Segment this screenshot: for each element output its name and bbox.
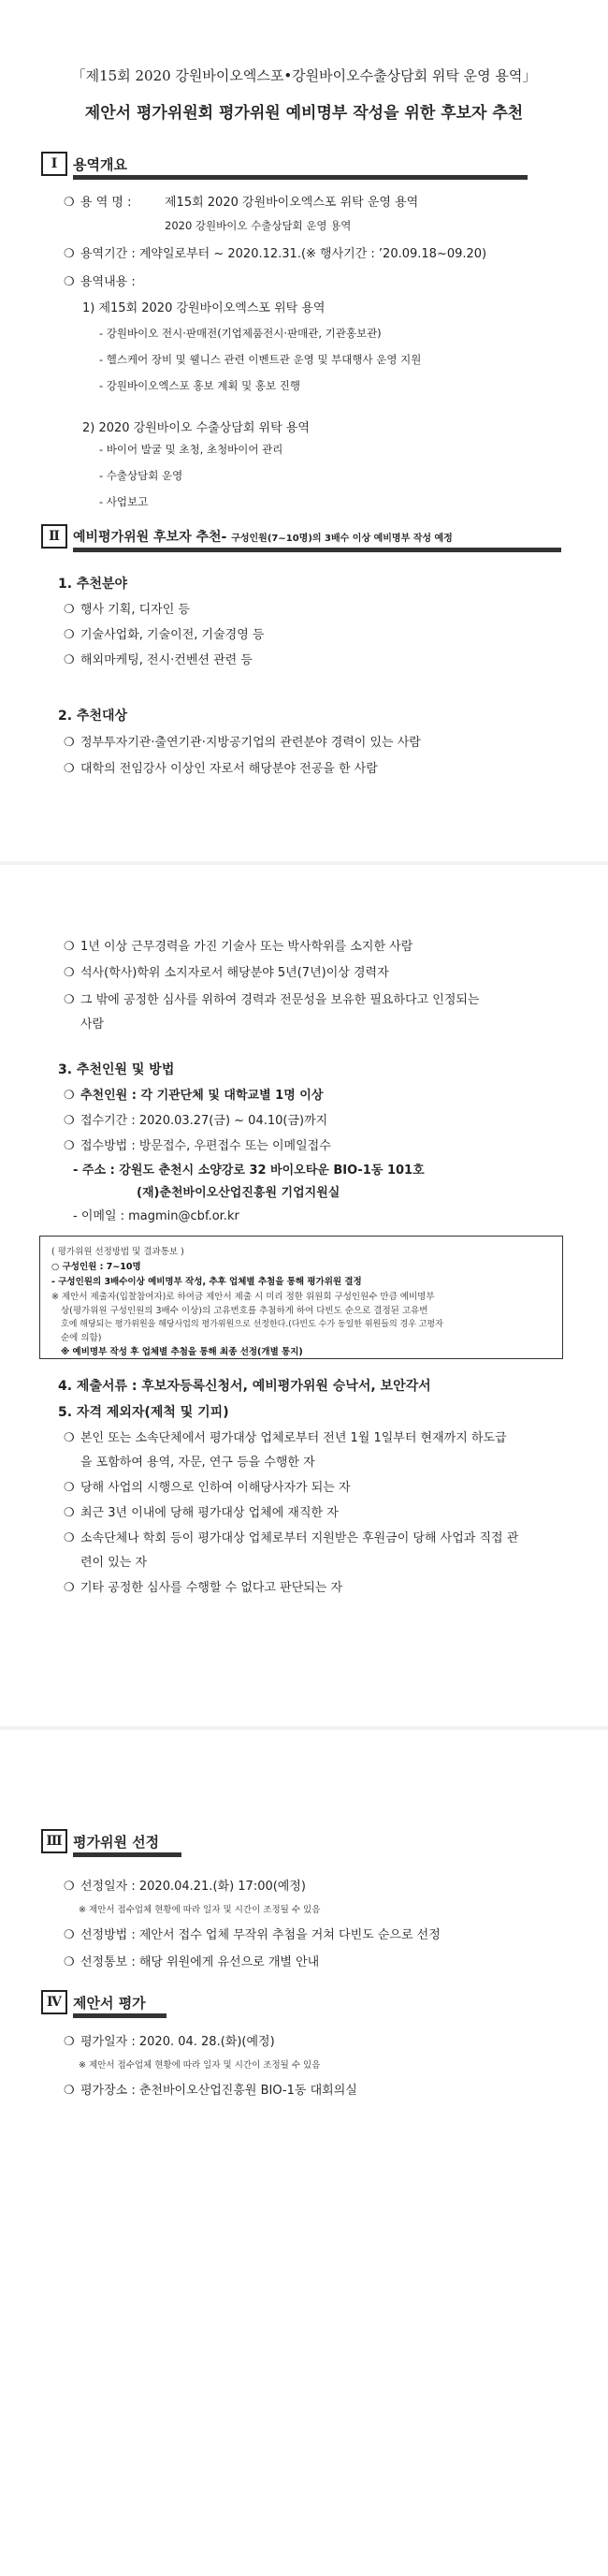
exclusion: 소속단체나 학회 등이 평가대상 업체로부터 지원받은 후원금이 당해 사업과 직접 관 <box>80 1531 519 1545</box>
box-line: - 구성인원의 3배수이상 예비명부 작성, 추후 업체별 추첨을 통해 평가위원 결정 <box>51 1277 362 1287</box>
content-subitem: - 강원바이오엑스포 홍보 계획 및 홍보 진행 <box>99 379 300 392</box>
bullet-icon: ❍ <box>64 1089 75 1103</box>
list-item <box>64 1110 327 1128</box>
service-period: 용역기간 : 계약일로부터 ~ 2020.12.31.(※ 행사기간 : ’20.09.18~09.20) <box>80 247 487 261</box>
section-subtitle: 구성인원(7~10명)의 3배수 이상 예비명부 작성 예정 <box>231 534 453 544</box>
service-period-row <box>64 243 486 261</box>
bullet-icon: ❍ <box>64 2035 75 2049</box>
bullet-icon: ❍ <box>64 1928 75 1942</box>
evaluation-place: 평가장소 : 춘천바이오산업진흥원 BIO-1동 대회의실 <box>80 2084 357 2098</box>
box-line: 상(평가위원 구성인원의 3배수 이상)의 고유번호를 추첨하게 하여 다빈도 순으로 결정된 고유번 <box>61 1306 428 1316</box>
bullet-icon: ❍ <box>64 1431 75 1445</box>
section-3-heading <box>41 1829 340 1855</box>
heading-documents <box>58 1376 431 1395</box>
section-number: Ⅲ <box>41 1829 67 1853</box>
method: 추천인원 : 각 기관단체 및 대학교별 1명 이상 <box>80 1089 324 1103</box>
selection-info-box <box>39 1236 563 1359</box>
section-title: 용역개요 <box>73 156 127 173</box>
bullet-icon: ❍ <box>64 1506 75 1520</box>
label: 용 역 명 : <box>80 196 132 210</box>
section-1-heading <box>41 152 528 178</box>
heading-recommend-field: 1. 추천분야 <box>58 577 128 592</box>
list-item <box>64 1952 319 1969</box>
bullet-icon: ❍ <box>64 247 75 261</box>
bullet-icon: ❍ <box>64 1139 75 1153</box>
address-org: (재)춘천바이오산업진흥원 기업지원실 <box>137 1186 340 1200</box>
content-subitem: - 바이어 발굴 및 초청, 초청바이어 관리 <box>99 443 283 456</box>
note: ※ 제안서 접수업체 현황에 따라 일자 및 시간이 조정될 수 있음 <box>79 2060 321 2071</box>
bullet-icon: ❍ <box>64 1581 75 1595</box>
selection-date: 선정일자 : 2020.04.21.(화) 17:00(예정) <box>80 1880 306 1894</box>
method: 접수방법 : 방문접수, 우편접수 또는 이메일접수 <box>80 1139 331 1153</box>
list-item <box>64 1427 507 1445</box>
note: ※ 제안서 접수업체 현황에 따라 일자 및 시간이 조정될 수 있음 <box>79 1905 321 1915</box>
bullet-icon: ❍ <box>64 762 75 776</box>
content-subitem: - 강원바이오 전시·판매전(기업제품전시·판매관, 기관홍보관) <box>99 327 382 340</box>
exclusion: 당해 사업의 시행으로 인하여 이해당사자가 되는 자 <box>80 1481 351 1495</box>
target: 1년 이상 근무경력을 가진 기술사 또는 박사학위를 소지한 사람 <box>80 940 413 954</box>
list-item <box>64 1876 306 1894</box>
heading-recommend-target: 2. 추천대상 <box>58 709 128 724</box>
selection-method: 선정방법 : 제안서 접수 업체 무작위 추첨을 거쳐 다빈도 순으로 선정 <box>80 1928 441 1942</box>
section-number: Ⅰ <box>41 152 67 176</box>
section-underline <box>73 175 528 180</box>
bullet-icon: ❍ <box>64 1955 75 1969</box>
list-item <box>64 732 421 750</box>
list-item <box>64 1925 441 1942</box>
list-item <box>64 2080 357 2098</box>
bullet-icon: ❍ <box>64 196 75 210</box>
bullet-icon: ❍ <box>64 653 75 667</box>
section-underline <box>73 2013 166 2018</box>
section-title: 평가위원 선정 <box>73 1834 160 1851</box>
bullet-icon: ❍ <box>64 1481 75 1495</box>
list-item <box>64 1477 351 1495</box>
content-subitem: - 수출상담회 운영 <box>99 469 183 482</box>
list-item <box>64 989 480 1007</box>
service-name-row <box>64 192 131 210</box>
document-subtitle: 제안서 평가위원회 평가위원 예비명부 작성을 위한 후보자 추천 <box>84 104 524 123</box>
box-title: ( 평가위원 선정방법 및 결과통보 ) <box>51 1247 184 1257</box>
section-underline <box>73 1852 181 1857</box>
list-item <box>64 650 253 667</box>
bullet-icon: ❍ <box>64 603 75 617</box>
section-4-heading <box>41 1990 340 2016</box>
field: 행사 기획, 디자인 등 <box>80 603 190 617</box>
list-item <box>64 624 264 642</box>
content-subitem: - 헬스케어 장비 및 웰니스 관련 이벤트관 운영 및 부대행사 운영 지원 <box>99 353 422 366</box>
list-item <box>64 758 378 776</box>
heading-method: 3. 추천인원 및 방법 <box>58 1062 175 1077</box>
list-item <box>64 1085 323 1103</box>
section-number: Ⅳ <box>41 1990 67 2014</box>
exclusion: 본인 또는 소속단체에서 평가대상 업체로부터 전년 1월 1일부터 현재까지 하도급 <box>80 1431 507 1445</box>
box-line: ○ 구성인원 : 7~10명 <box>51 1262 141 1272</box>
bullet-icon: ❍ <box>64 1531 75 1545</box>
box-line: 호에 해당되는 평가위원을 해당사업의 평가위원으로 선정한다.(다빈도 수가 동일한 위원들의 경우 고평자 <box>61 1320 443 1329</box>
service-name-1: 제15회 2020 강원바이오엑스포 위탁 운영 용역 <box>165 196 419 210</box>
bullet-icon: ❍ <box>64 993 75 1007</box>
page-2 <box>0 865 608 1726</box>
section-2-heading <box>41 524 565 550</box>
exclusion: 최근 3년 이내에 당해 평가대상 업체에 재직한 자 <box>80 1506 339 1520</box>
box-line: 순에 의함) <box>61 1333 102 1343</box>
evaluation-date: 평가일자 : 2020. 04. 28.(화)(예정) <box>80 2035 275 2049</box>
list-item <box>64 1577 342 1595</box>
target: 그 밖에 공정한 심사를 위하여 경력과 전문성을 보유한 필요하다고 인정되는 <box>80 993 480 1007</box>
list-item <box>64 962 389 980</box>
bullet-icon: ❍ <box>64 275 75 289</box>
section-title <box>73 527 453 546</box>
target: 정부투자기관·출연기관·지방공기업의 관련분야 경력이 있는 사람 <box>80 736 421 750</box>
bullet-icon: ❍ <box>64 736 75 750</box>
box-line: ※ 예비명부 작성 후 업체별 추첨을 통해 최종 선정(개별 통지) <box>61 1347 303 1357</box>
selection-notice: 선정통보 : 해당 위원에게 유선으로 개별 안내 <box>80 1955 320 1969</box>
bullet-icon: ❍ <box>64 940 75 954</box>
field: 해외마케팅, 전시·컨벤션 관련 등 <box>80 653 253 667</box>
content-item: 2) 2020 강원바이오 수출상담회 위탁 용역 <box>82 421 310 435</box>
document-title: 「제15회 2020 강원바이오엑스포•강원바이오수출상담회 위탁 운영 용역」 <box>71 67 537 84</box>
content-subitem: - 사업보고 <box>99 495 149 508</box>
label: 용역내용 : <box>80 275 136 289</box>
bullet-icon: ❍ <box>64 1880 75 1894</box>
list-item <box>64 1502 339 1520</box>
target-continued: 사람 <box>80 1017 105 1032</box>
section-title: 제안서 평가 <box>73 1995 146 2012</box>
list-item <box>64 1135 331 1153</box>
list-item <box>64 936 413 954</box>
exclusion-continued: 을 포함하여 용역, 자문, 연구 등을 수행한 자 <box>80 1456 315 1470</box>
address: - 주소 : 강원도 춘천시 소양강로 32 바이오타운 BIO-1동 101호 <box>73 1164 425 1178</box>
method: 접수기간 : 2020.03.27(금) ~ 04.10(금)까지 <box>80 1114 328 1128</box>
service-content-row <box>64 271 136 289</box>
list-item <box>64 1528 518 1545</box>
section-underline <box>73 548 561 552</box>
documents-text: 4. 제출서류 : 후보자등록신청서, 예비평가위원 승낙서, 보안각서 <box>58 1379 431 1394</box>
bullet-icon: ❍ <box>64 628 75 642</box>
exclusion-continued: 련이 있는 자 <box>80 1556 148 1570</box>
content-item: 1) 제15회 2020 강원바이오엑스포 위탁 용역 <box>82 301 326 315</box>
page-1 <box>0 0 608 861</box>
bullet-icon: ❍ <box>64 2084 75 2098</box>
page-3 <box>0 1730 608 2576</box>
box-line: ※ 제안서 제출자(입찰참여자)로 하여금 제안서 제출 시 미리 정한 위원회 구성인원수 만큼 예비명부 <box>51 1292 435 1302</box>
list-item <box>64 599 190 617</box>
email-line: - 이메일 : magmin@cbf.or.kr <box>73 1209 239 1223</box>
list-item <box>64 2031 275 2049</box>
bullet-icon: ❍ <box>64 966 75 980</box>
target: 대학의 전임강사 이상인 자로서 해당분야 전공을 한 사람 <box>80 762 378 776</box>
bullet-icon: ❍ <box>64 1114 75 1128</box>
heading-exclusion: 5. 자격 제외자(제척 및 기피) <box>58 1405 229 1420</box>
field: 기술사업화, 기술이전, 기술경영 등 <box>80 628 265 642</box>
target: 석사(학사)학위 소지자로서 해당분야 5년(7년)이상 경력자 <box>80 966 389 980</box>
section-title-text: 예비평가위원 후보자 추천- <box>73 530 227 545</box>
service-name-2: 2020 강원바이오 수출상담회 운영 용역 <box>165 219 352 232</box>
section-number: Ⅱ <box>41 524 67 549</box>
exclusion: 기타 공정한 심사를 수행할 수 없다고 판단되는 자 <box>80 1581 343 1595</box>
